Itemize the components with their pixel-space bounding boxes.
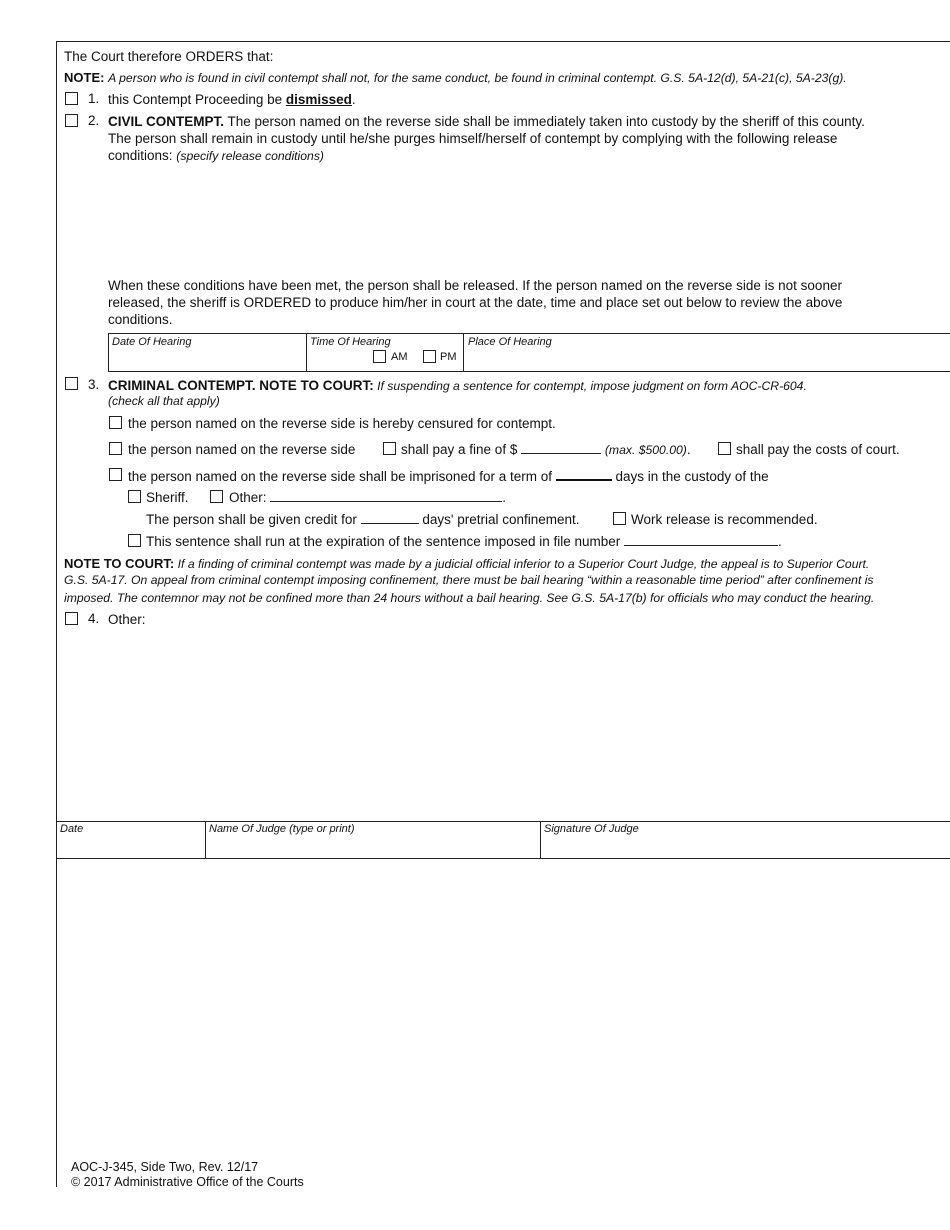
hearing-divider-1 [306,333,307,371]
imprison-checkbox[interactable] [109,468,122,481]
note [64,70,847,85]
fine-max: (max. $500.00) [604,443,687,457]
imprison-before: the person named on the reverse side shall be imprisoned for a term of [128,469,552,484]
item3-instruction: If suspending a sentence for contempt, impose judgment on form AOC-CR-604. [373,379,807,393]
other-custody-field[interactable] [270,489,502,502]
note-to-court-line3: imposed. The contemnor may not be confined more than 24 hours without a bail hearing. See G.S. 5A-17(b) for officials who may conduct the hearing. [64,591,875,605]
costs-text: shall pay the costs of court. [736,442,900,457]
item3-check-all: (check all that apply) [108,394,220,408]
costs-checkbox[interactable] [718,442,731,455]
item1-dismissed: dismissed [285,92,352,107]
hearing-left-line [108,333,109,371]
item4-checkbox[interactable] [65,612,78,625]
item2-specify: (specify release conditions) [176,149,324,163]
item2-conditions: conditions: [108,148,177,163]
sheriff-checkbox[interactable] [128,490,141,503]
item2-line1 [108,113,865,130]
fine-amount-field[interactable] [521,441,601,454]
imprison-after: days in the custody of the [615,469,769,484]
signature-bottom-line [56,858,950,859]
note-text: A person who is found in civil contempt shall not, for the same conduct, be found in criminal contempt. G.S. 5A-12(d), 5A-21(c), 5A-23(g). [108,71,847,85]
item1-number: 1. [88,91,100,106]
item2-line2: The person shall remain in custody until he/she purges himself/herself of contempt by complying with the following release [108,131,838,146]
censured-text: the person named on the reverse side is hereby censured for contempt. [128,416,556,431]
item2-line3 [108,147,324,165]
credit-row [146,511,580,528]
fine-row: shall pay a fine of $ (max. $500.00). [401,442,691,457]
top-border [56,41,950,42]
fine-label: shall pay a fine of $ [401,442,518,457]
date-of-hearing-label: Date Of Hearing [112,336,192,348]
credit-before: The person shall be given credit for [146,512,357,527]
item4-number: 4. [88,611,100,626]
judge-signature-label: Signature Of Judge [544,823,639,835]
item2-checkbox[interactable] [65,114,78,127]
other-custody-label: Other: [229,490,267,505]
item2-text-line1: The person named on the reverse side shall be immediately taken into custody by the sheriff of this county. [224,114,865,129]
work-release-checkbox[interactable] [613,512,626,525]
sheriff-label: Sheriff. [146,490,189,505]
note-label: NOTE: [64,70,105,85]
item3-number: 3. [88,377,100,392]
work-release-text: Work release is recommended. [631,512,818,527]
note-to-court-line1: If a finding of criminal contempt was made by a judicial official inferior to a Superior Court Judge, the appeal is to Superior Court. [177,557,870,571]
credit-after: days' pretrial confinement. [422,512,580,527]
item3-line1 [108,377,807,395]
other-custody-row: Other: . [229,490,507,505]
release-line2: released, the sheriff is ORDERED to produce him/her in court at the date, time and place set out below to review the above [108,295,843,310]
censured-checkbox[interactable] [109,416,122,429]
am-checkbox[interactable] [373,350,386,363]
file-number-field[interactable] [624,533,778,546]
other-custody-checkbox[interactable] [210,490,223,503]
signature-top-line [56,821,950,822]
copyright: © 2017 Administrative Office of the Courts [71,1175,304,1189]
sentence-run-row: This sentence shall run at the expiration of the sentence imposed in file number . [146,534,782,549]
release-line1: When these conditions have been met, the person shall be released. If the person named on the reverse side is not sooner [108,278,842,293]
judge-name-label: Name Of Judge (type or print) [209,823,355,835]
pm-checkbox[interactable] [423,350,436,363]
note-to-court-label: NOTE TO COURT: [64,556,175,571]
sentence-run-text: This sentence shall run at the expiration of the sentence imposed in file number [146,534,621,549]
item3-title: CRIMINAL CONTEMPT. NOTE TO COURT: [108,378,374,393]
item2-number: 2. [88,113,100,128]
hearing-top-line [108,333,950,334]
left-border [56,41,57,1187]
item4-text: Other: [108,612,146,627]
fine-person-text: the person named on the reverse side [128,442,356,457]
note-to-court-line2: G.S. 5A-17. On appeal from criminal contempt imposing confinement, there must be bail hearing “within a reasonable time period” after confinement is [64,573,874,587]
imprison-days-field[interactable] [556,467,612,481]
item1-text [108,91,356,108]
fine-person-checkbox[interactable] [109,442,122,455]
credit-days-field[interactable] [361,511,419,524]
form-id: AOC-J-345, Side Two, Rev. 12/17 [71,1160,259,1174]
item1-text-before: this Contempt Proceeding be [108,92,286,107]
note-to-court [64,555,869,573]
imprison-row [128,467,769,485]
fine-checkbox[interactable] [383,442,396,455]
release-line3: conditions. [108,312,173,327]
hearing-divider-2 [463,333,464,371]
item1-checkbox[interactable] [65,92,78,105]
item2-title: CIVIL CONTEMPT. [108,114,225,129]
sentence-run-checkbox[interactable] [128,534,141,547]
place-of-hearing-label: Place Of Hearing [468,336,552,348]
intro-text: The Court therefore ORDERS that: [64,49,274,64]
signature-divider-1 [205,821,206,858]
am-label: AM [391,351,408,363]
signature-divider-2 [540,821,541,858]
pm-label: PM [440,351,457,363]
date-label: Date [60,823,84,835]
hearing-bottom-line [108,371,950,372]
item1-text-after: . [351,92,356,107]
item3-checkbox[interactable] [65,377,78,390]
time-of-hearing-label: Time Of Hearing [310,336,391,348]
